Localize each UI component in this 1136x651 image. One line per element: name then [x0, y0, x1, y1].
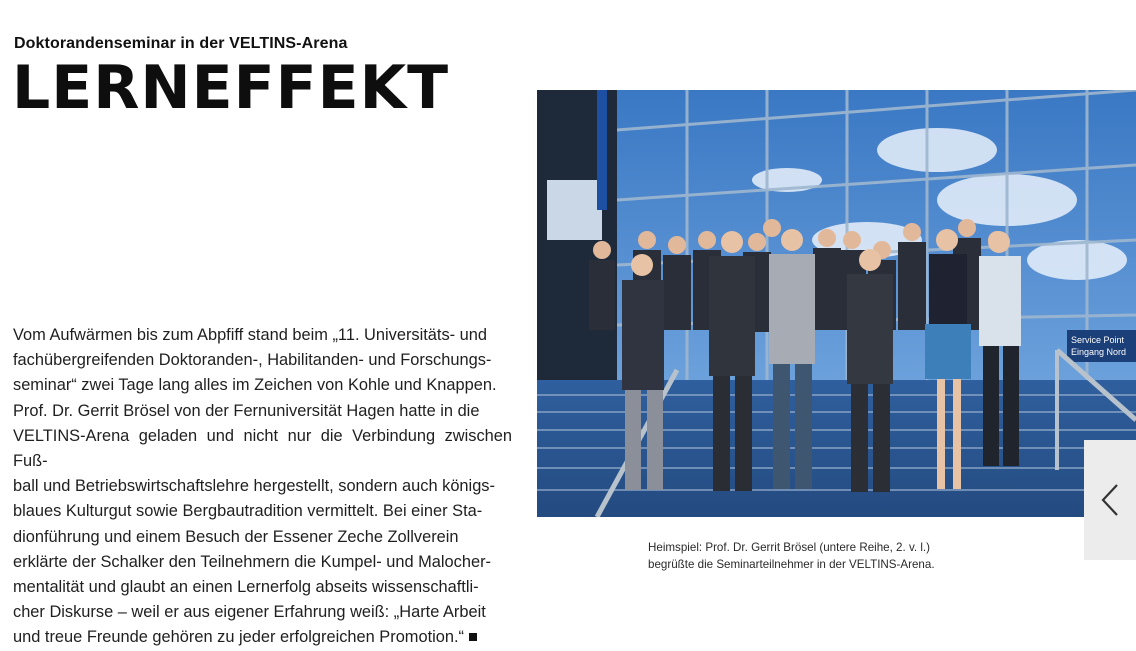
body-line: erklärte der Schalker den Teilnehmern die Kumpel- und Malocher- [13, 552, 492, 571]
body-line-last [13, 625, 512, 650]
body-line: ball und Betriebswirtschaftslehre hergestellt, sondern auch königs- [13, 477, 495, 496]
caption-line-1: Heimspiel: Prof. Dr. Gerrit Brösel (untere Reihe, 2. v. l.) [648, 541, 930, 554]
body-line: mentalität und glaubt an einen Lernerfolg abseits wissenschaftli- [13, 578, 479, 597]
body-line: VELTINS-Arena geladen und nicht nur die Verbindung zwischen Fuß- [13, 426, 512, 471]
body-line: Prof. Dr. Gerrit Brösel von der Fernuniversität Hagen hatte in die [13, 401, 480, 420]
previous-page-button[interactable] [1084, 440, 1136, 560]
sign-line-2: Eingang Nord [1071, 347, 1127, 357]
article-body [13, 323, 512, 651]
end-mark-icon [469, 633, 477, 641]
group-photo [537, 90, 1136, 517]
caption-line-2: begrüßte die Seminarteilnehmer in der VELTINS-Arena. [648, 558, 935, 571]
body-line: Vom Aufwärmen bis zum Abpfiff stand beim „11. Universitäts- und [13, 326, 488, 344]
body-line-text: und treue Freunde gehören zu jeder erfolgreichen Promotion.“ [13, 628, 465, 647]
body-line: dionführung und einem Besuch der Essener Zeche Zollverein [13, 527, 459, 546]
photo-caption [648, 539, 1048, 573]
chevron-left-icon [1100, 483, 1120, 517]
body-line: blaues Kulturgut sowie Bergbautradition vermittelt. Bei einer Sta- [13, 502, 483, 521]
body-line: cher Diskurse – weil er aus eigener Erfahrung weiß: „Harte Arbeit [13, 603, 486, 622]
body-line: fachübergreifenden Doktoranden-, Habilitanden- und Forschungs- [13, 351, 492, 370]
body-line: seminar“ zwei Tage lang alles im Zeichen von Kohle und Knappen. [13, 376, 497, 395]
article-headline: LERNEFFEKT [12, 53, 450, 123]
article-kicker: Doktorandenseminar in der VELTINS-Arena [14, 35, 348, 52]
sign-line-1: Service Point [1071, 335, 1125, 345]
